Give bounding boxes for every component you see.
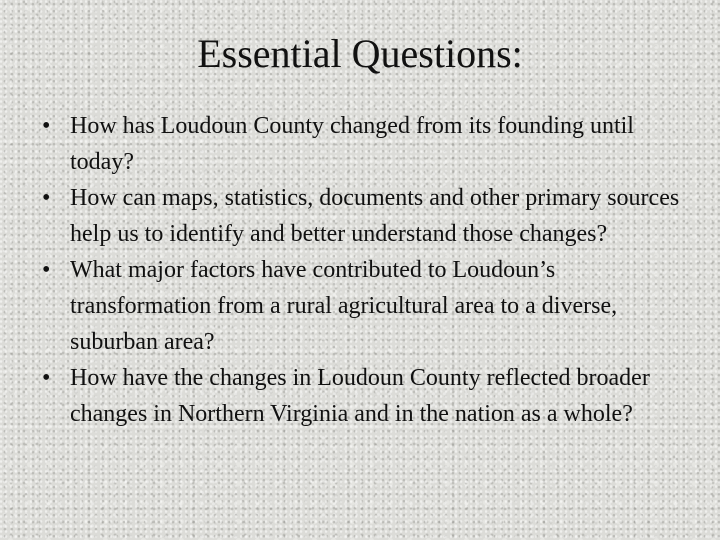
bullet-text: How have the changes in Loudoun County reflected broader changes in Northern Virginia and in the nation as a whole?: [70, 365, 650, 427]
slide-title: Essential Questions:: [197, 31, 523, 76]
bullet-item-1: [0, 108, 720, 180]
bullet-item-2: [0, 180, 720, 252]
bullet-item-4: [0, 360, 720, 432]
bullet-text: How has Loudoun County changed from its founding until today?: [70, 113, 634, 175]
bullet-icon: •: [42, 185, 51, 211]
bullet-icon: •: [42, 257, 51, 283]
bullet-text: What major factors have contributed to Loudoun’s transformation from a rural agricultural area to a diverse, suburban area?: [70, 257, 618, 355]
bullet-icon: •: [42, 365, 51, 391]
bullet-icon: •: [42, 113, 51, 139]
bullet-text: How can maps, statistics, documents and other primary sources help us to identify and better understand those changes?: [70, 185, 680, 247]
bullet-item-3: [0, 252, 720, 360]
bullet-list: [0, 108, 720, 432]
